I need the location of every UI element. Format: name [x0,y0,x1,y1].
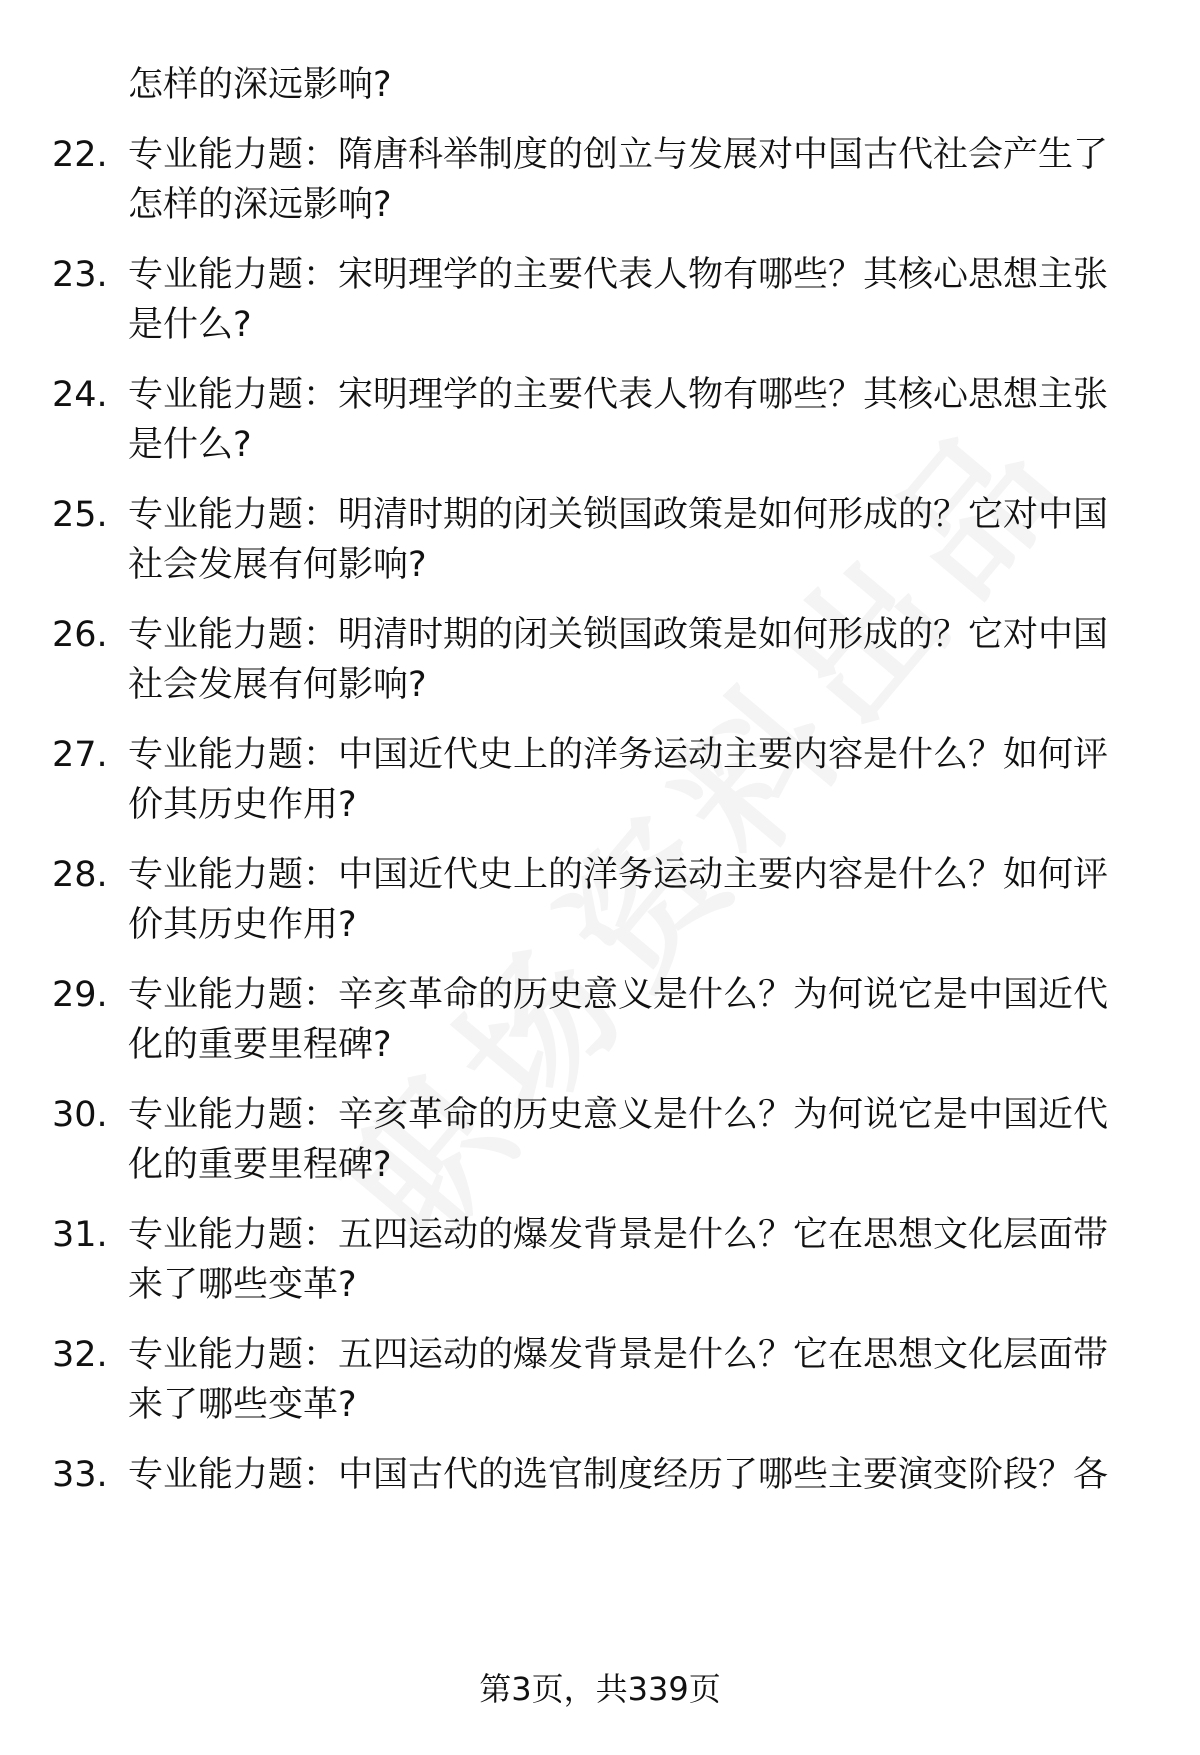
question-number: 28. [52,855,108,895]
question-number: 22. [52,135,108,175]
question-number: 26. [52,615,108,655]
question-number: 32. [52,1335,108,1375]
question-text: 专业能力题：中国古代的选官制度经历了哪些主要演变阶段？各 [128,1455,1109,1495]
question-text: 专业能力题：中国近代史上的洋务运动主要内容是什么？如何评 价其历史作用? [128,855,1109,945]
question-text: 专业能力题：明清时期的闭关锁国政策是如何形成的？它对中国 社会发展有何影响? [128,615,1109,705]
question-number: 24. [52,375,108,415]
question-number: 23. [52,255,108,295]
question-text: 专业能力题：辛亥革命的历史意义是什么？为何说它是中国近代 化的重要里程碑? [128,1095,1109,1185]
question-number: 31. [52,1215,108,1255]
continued-question-text: 怎样的深远影响? [128,65,392,105]
question-text: 专业能力题：中国近代史上的洋务运动主要内容是什么？如何评 价其历史作用? [128,735,1109,825]
question-number: 33. [52,1455,108,1495]
question-number: 27. [52,735,108,775]
question-number: 29. [52,975,108,1015]
page-footer: 第3页，共339页 [479,1670,721,1708]
question-text: 专业能力题：辛亥革命的历史意义是什么？为何说它是中国近代 化的重要里程碑? [128,975,1109,1065]
question-text: 专业能力题：隋唐科举制度的创立与发展对中国古代社会产生了 怎样的深远影响? [128,135,1109,225]
question-number: 25. [52,495,108,535]
question-text: 专业能力题：宋明理学的主要代表人物有哪些？其核心思想主张 是什么? [128,255,1109,345]
question-text: 专业能力题：五四运动的爆发背景是什么？它在思想文化层面带 来了哪些变革? [128,1215,1109,1305]
question-text: 专业能力题：五四运动的爆发背景是什么？它在思想文化层面带 来了哪些变革? [128,1335,1109,1425]
question-text: 专业能力题：宋明理学的主要代表人物有哪些？其核心思想主张 是什么? [128,375,1109,465]
question-text: 专业能力题：明清时期的闭关锁国政策是如何形成的？它对中国 社会发展有何影响? [128,495,1109,585]
question-number: 30. [52,1095,108,1135]
